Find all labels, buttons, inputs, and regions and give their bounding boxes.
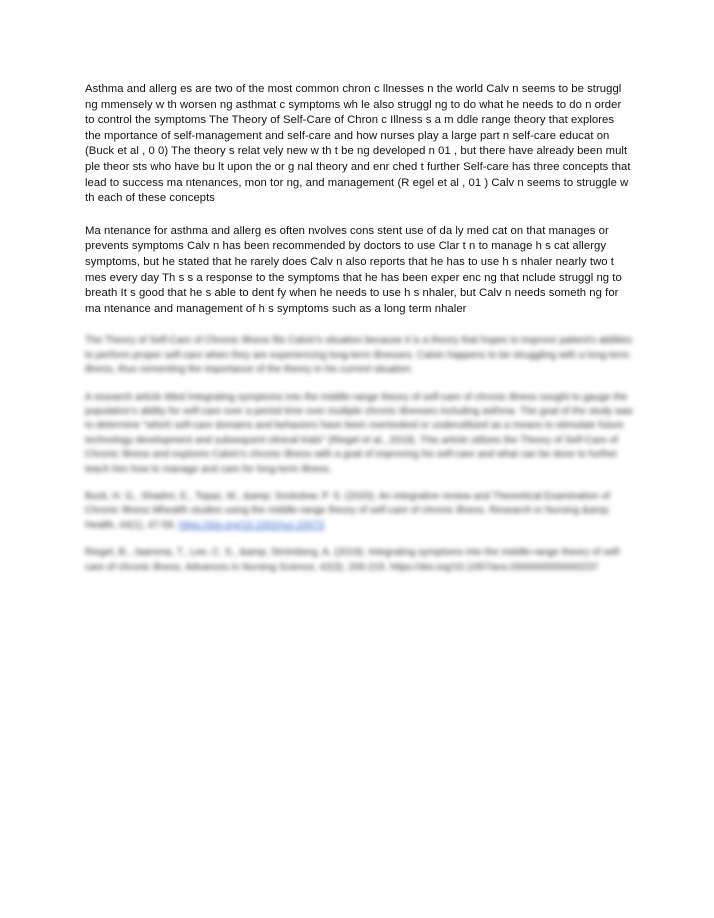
reference-buck-doi-link[interactable]: https://doi.org/10.1002/nur.22073 — [178, 519, 325, 531]
blurred-reference-buck — [85, 490, 633, 533]
paragraph-asthma-intro: Asthma and allerg es are two of the most common chron c llnesses n the world Calv n seems to be struggl ng mmensely w th worsen ng asthmat c symptoms wh le also struggl ng to do what he needs to do n order to control the symptoms The Theory of Self-Care of Chron c Illness s a m ddle range theory that explores the mportance of self-management and self-care and how nurses play a large part n self-care educat on (Buck et al , 0 0) The theory s relat vely new w th t be ng developed n 01 , but there have already been mult ple theor sts who have bu lt upon the or g nal theory and enr ched t further Self-care has three concepts that lead to success ma ntenances, mon tor ng, and management (R egel et al , 01 ) Calv n seems to struggle w th each of these concepts — [85, 83, 631, 205]
document-body — [85, 82, 633, 588]
blurred-paragraph-research-article: A research article titled Integrating symptoms into the middle-range theory of self-care of chronic illness sought to gauge the population's ability for self-care over a period time over multiple chronic illnesses including asthma. The goal of the study was to determine "which self-care domains and behaviors have been overlooked or underutilized as a means to stimulate future technology development and subsequent clinical trials" (Riegel et al., 2019). This article utilizes the Theory of Self-Care of Chronic Illness and explores Calvin's chronic illness with a goal of improving his self-care and what can be done to further teach him how to manage and care for long-term illness. — [85, 391, 633, 475]
paragraph-maintenance: Ma ntenance for asthma and allerg es often nvolves cons stent use of da ly med cat on that manages or prevents symptoms Calv n has been recommended by doctors to use Clar t n to manage h s cat allergy symptoms, but he stated that he rarely does Calv n also reports that he has to use h s nhaler nearly two t mes every day Th s s a response to the symptoms that he has been exper enc ng that nclude struggl ng to breath It s good that he s able to dent fy when he needs to use h s nhaler, but Calv n needs someth ng for ma ntenance and management of h s symptoms such as a long term nhaler — [85, 224, 622, 315]
blurred-reference-riegel: Riegel, B., Jaarsma, T., Lee, C. S., &amp; Strömberg, A. (2019). Integrating symptoms into the middle-range theory of self-care of chronic illness. Advances in Nursing Science, 42(3), 206-215. https://doi.org/10.1097/ans.0000000000000237 — [85, 547, 622, 573]
reference-buck-text: Buck, H. G., Shadmi, E., Topaz, M., &amp; Sockolow, P. S. (2020). An integrative review and Theoretical Examination of Chronic Illness Mhealth studies using the middle-range theory of self-care of chronic illness. Research in Nursing &amp; Health, 44(1), 47-59. — [85, 490, 611, 531]
blurred-paragraph-theory-fit: The Theory of Self-Care of Chronic Illness fits Calvin's situation because it is a theory that hopes to improve patient's abilities to perform proper self-care when they are experiencing long-term illnesses. Calvin happens to be struggling with a long-term illness, thus cementing the importance of the theory in his current situation. — [85, 335, 633, 376]
